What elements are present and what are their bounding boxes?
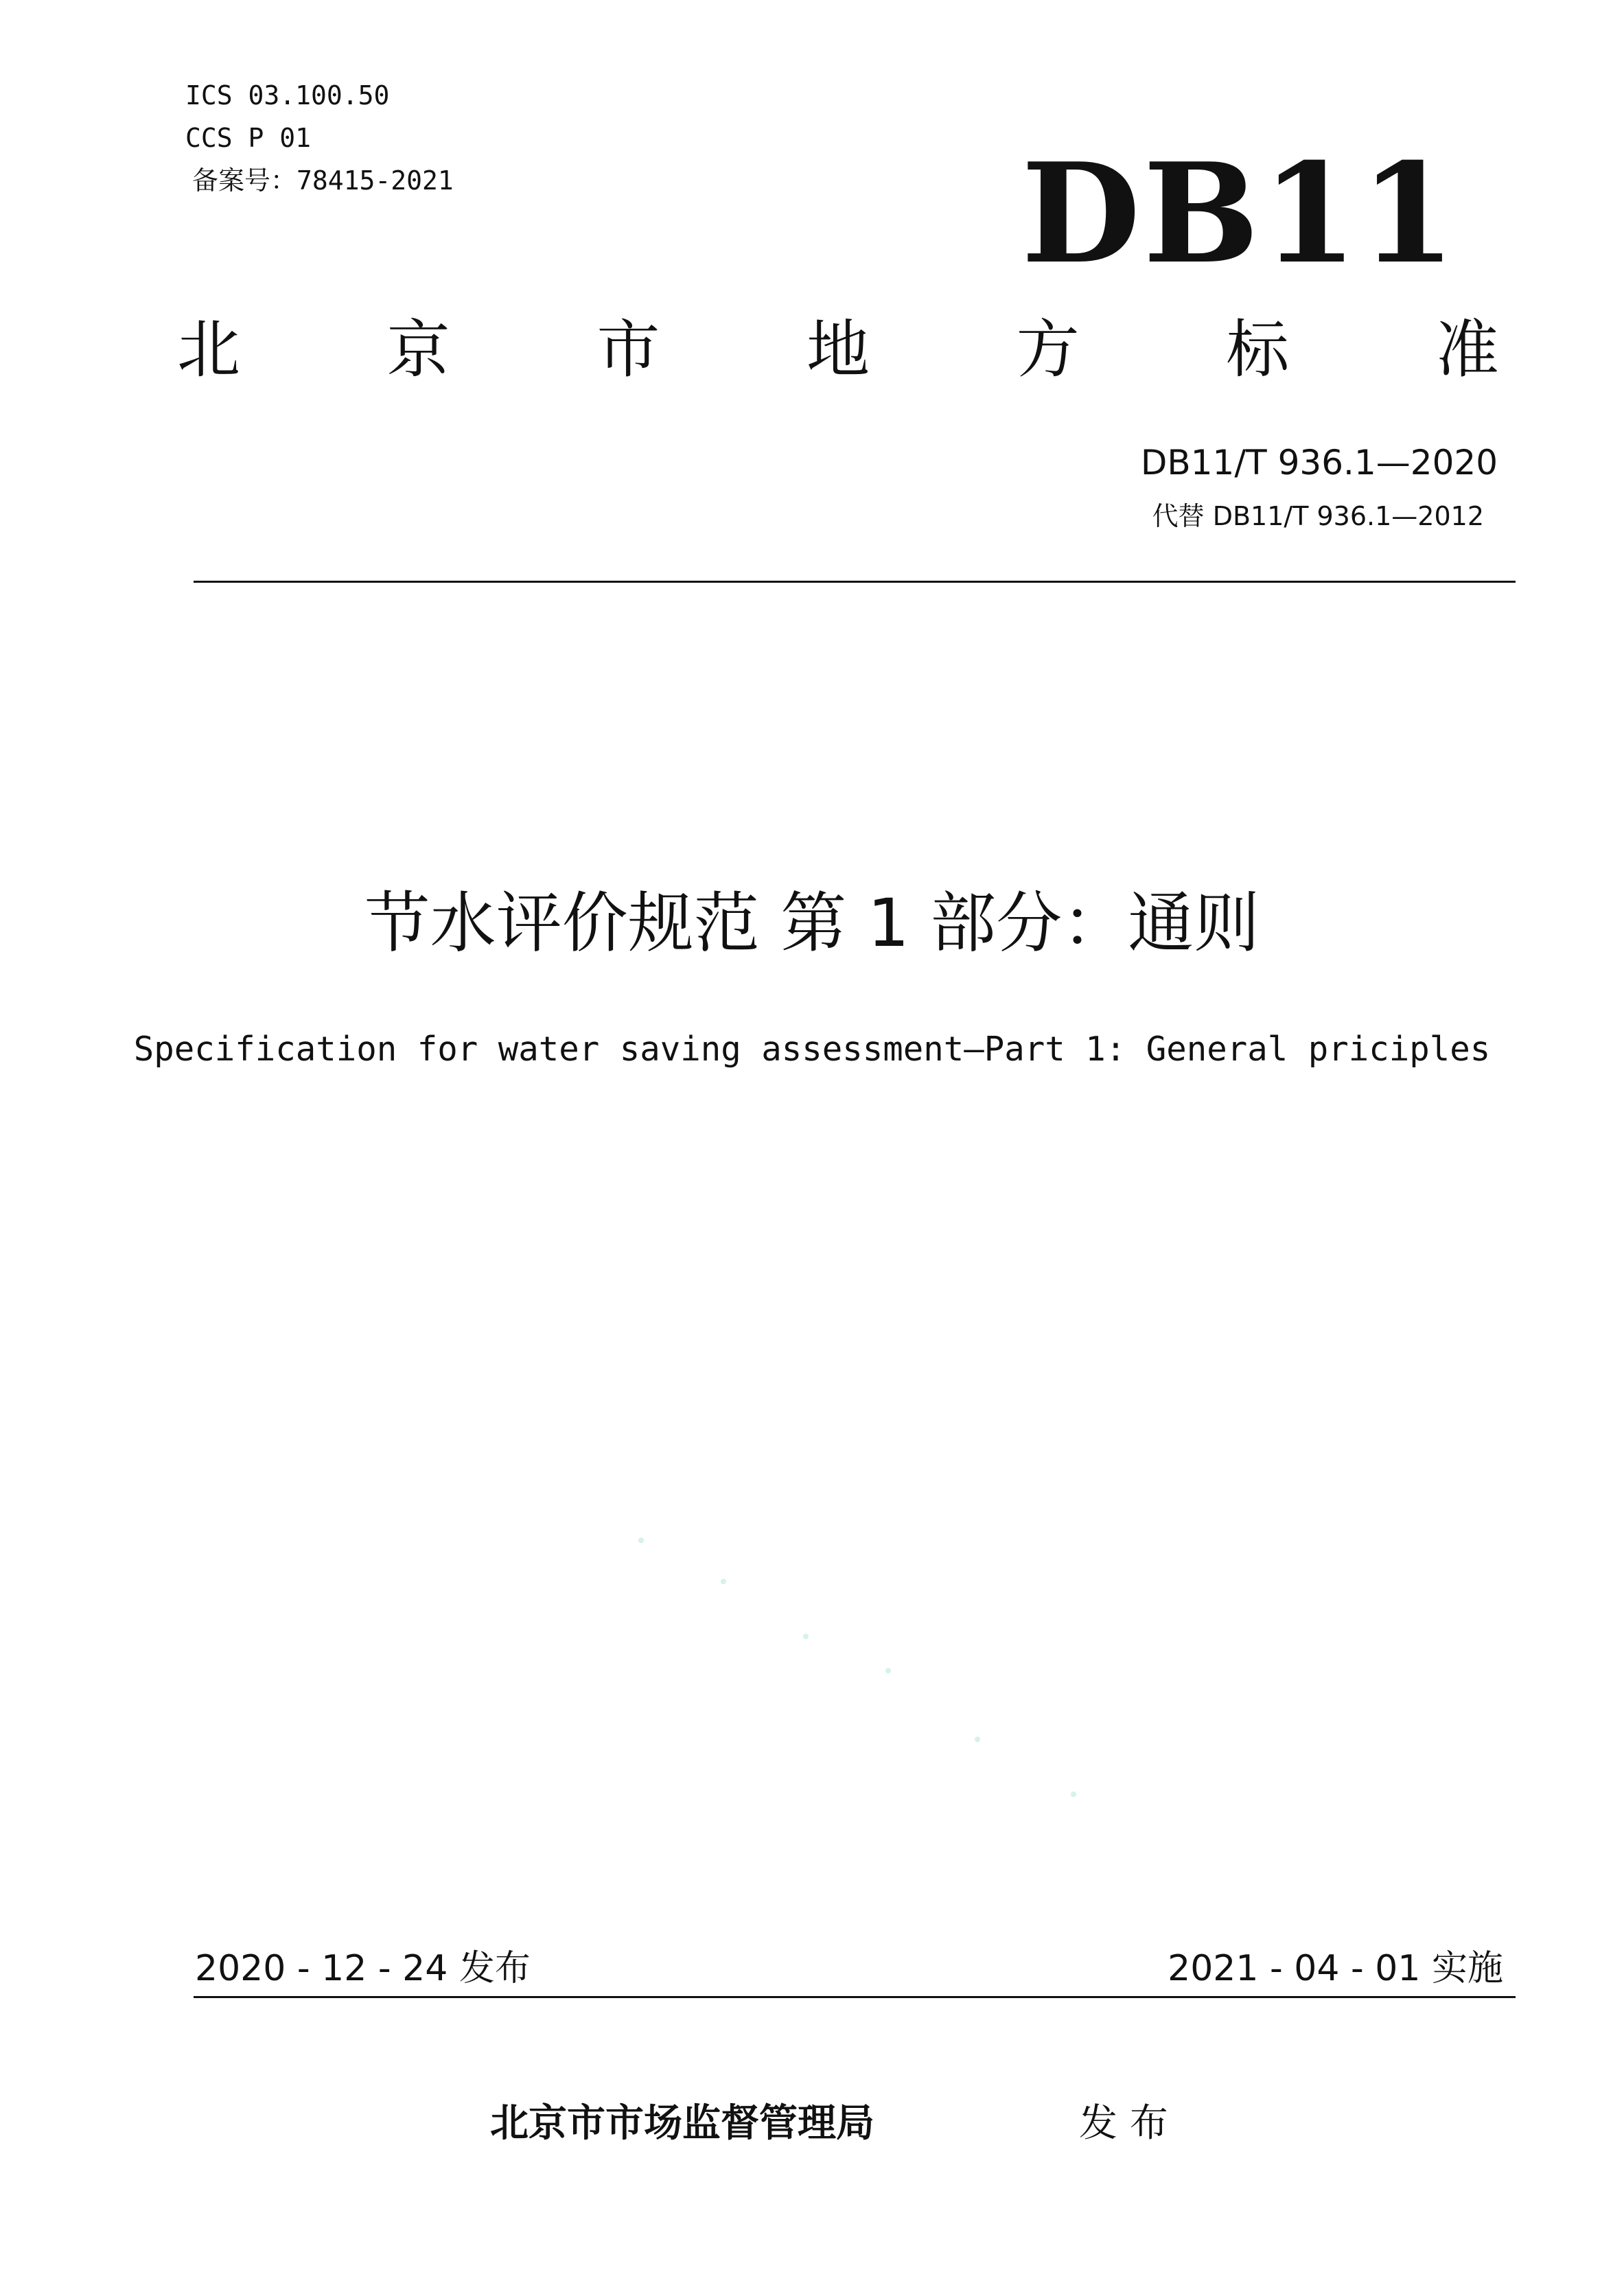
standard-number: DB11/T 936.1—2020 bbox=[1140, 443, 1498, 483]
banner-char: 北 bbox=[177, 313, 241, 386]
scan-speck bbox=[803, 1634, 809, 1639]
scan-speck bbox=[721, 1579, 726, 1584]
banner-char: 方 bbox=[1016, 313, 1080, 386]
document-title-cn: 节水评价规范 第 1 部分：通则 bbox=[364, 885, 1260, 962]
replaces-standard: 代替 DB11/T 936.1—2012 bbox=[1152, 501, 1484, 531]
issue-action: 发 布 bbox=[1079, 2101, 1168, 2146]
banner-char: 京 bbox=[386, 313, 450, 386]
banner-char: 标 bbox=[1226, 313, 1290, 386]
banner-char: 市 bbox=[596, 313, 660, 386]
document-title-en: Specification for water saving assessment—Part 1: General priciples bbox=[133, 1030, 1491, 1069]
issuing-authority: 北京市市场监督管理局 bbox=[490, 2101, 874, 2146]
ics-code: ICS 03.100.50 bbox=[185, 80, 390, 111]
implementation-date: 2021 - 04 - 01 实施 bbox=[1168, 1948, 1503, 1989]
header-divider bbox=[194, 581, 1516, 583]
scan-speck bbox=[975, 1737, 980, 1742]
scan-speck bbox=[885, 1668, 891, 1673]
banner-char: 准 bbox=[1435, 313, 1499, 386]
filing-number: 备案号：78415-2021 bbox=[192, 165, 454, 196]
publish-date: 2020 - 12 - 24 发布 bbox=[195, 1948, 531, 1989]
scan-speck bbox=[1071, 1791, 1076, 1797]
scan-speck bbox=[638, 1538, 644, 1543]
footer-divider bbox=[194, 1996, 1516, 1998]
banner-char: 地 bbox=[806, 313, 870, 386]
ccs-code: CCS P 01 bbox=[185, 123, 312, 153]
standard-type-banner bbox=[177, 313, 1499, 386]
db-code-logo: DB11 bbox=[1021, 133, 1459, 294]
